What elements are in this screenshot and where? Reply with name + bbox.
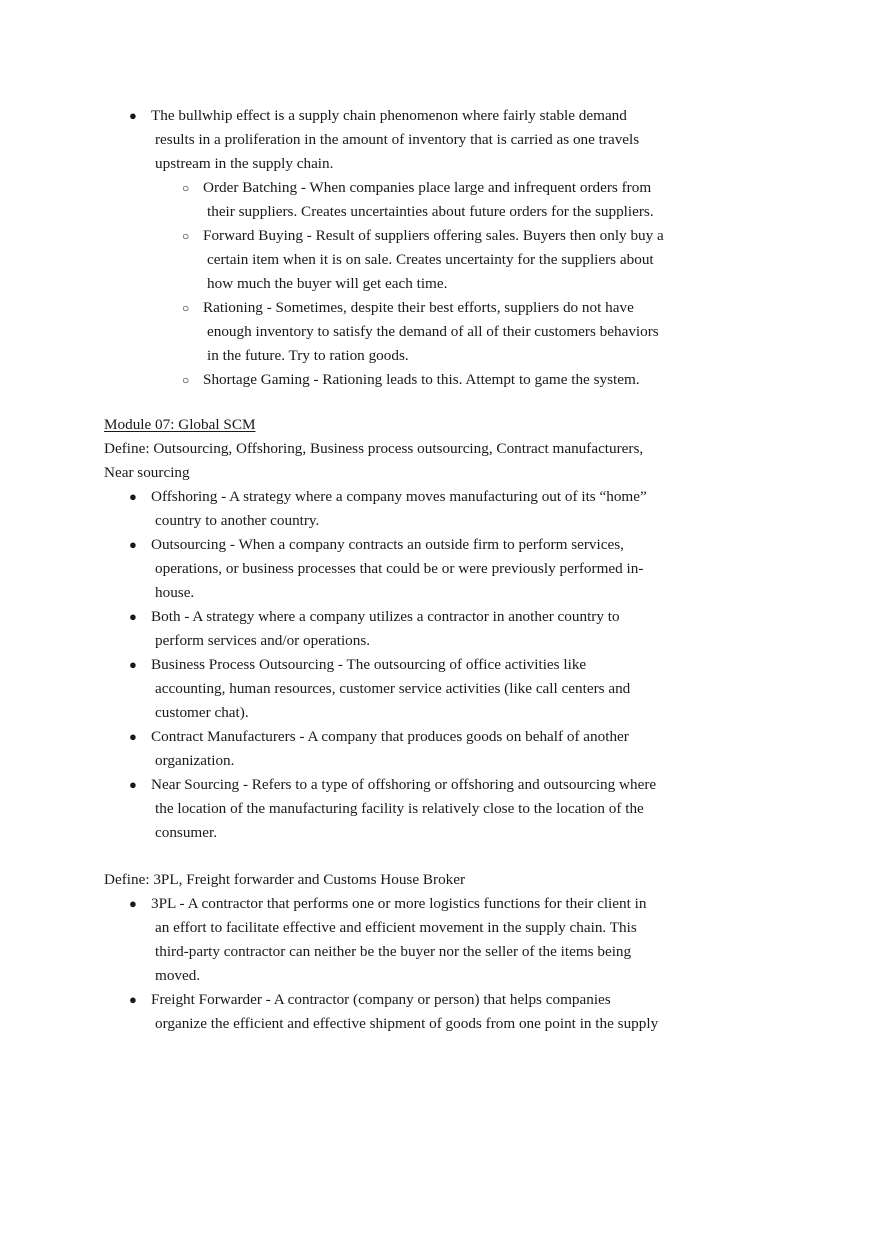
text-line: consumer. — [155, 824, 218, 841]
text-line: Offshoring - A strategy where a company moves manufacturing out of its “home” — [151, 488, 647, 505]
text-line: Near Sourcing - Refers to a type of offshoring or offshoring and outsourcing where — [151, 776, 657, 793]
text-line: Both - A strategy where a company utilizes a contractor in another country to — [151, 608, 620, 625]
bullet-dot: ● — [129, 729, 137, 744]
text-line: enough inventory to satisfy the demand of all of their customers behaviors — [207, 323, 659, 340]
sub-bullet-circle: ○ — [182, 181, 190, 195]
bullet-dot: ● — [129, 657, 137, 672]
text-line: accounting, human resources, customer service activities (like call centers and — [155, 680, 631, 697]
bullet-dot: ● — [129, 489, 137, 504]
define-line: Define: Outsourcing, Offshoring, Business process outsourcing, Contract manufacturers, — [104, 440, 644, 457]
define-line: Define: 3PL, Freight forwarder and Customs House Broker — [104, 871, 466, 888]
sub-bullet-circle: ○ — [182, 373, 190, 387]
text-line: their suppliers. Creates uncertainties about future orders for the suppliers. — [207, 203, 654, 220]
text-line: Contract Manufacturers - A company that produces goods on behalf of another — [151, 728, 629, 745]
text-line: how much the buyer will get each time. — [207, 275, 448, 292]
text-line: Forward Buying - Result of suppliers offering sales. Buyers then only buy a — [203, 227, 664, 244]
text-line: organization. — [155, 752, 235, 769]
module-heading: Module 07: Global SCM — [104, 416, 256, 433]
text-line: Outsourcing - When a company contracts an outside firm to perform services, — [151, 536, 624, 553]
sub-bullet-circle: ○ — [182, 229, 190, 243]
text-line: 3PL - A contractor that performs one or more logistics functions for their client in — [151, 895, 647, 912]
text-line: Freight Forwarder - A contractor (company or person) that helps companies — [151, 991, 611, 1008]
bullet-dot: ● — [129, 896, 137, 911]
bullet-dot: ● — [129, 609, 137, 624]
bullet-dot: ● — [129, 108, 137, 123]
text-line: in the future. Try to ration goods. — [207, 347, 409, 364]
bullet-dot: ● — [129, 777, 137, 792]
text-line: house. — [155, 584, 195, 601]
text-line: perform services and/or operations. — [155, 632, 371, 649]
text-line: certain item when it is on sale. Creates uncertainty for the suppliers about — [207, 251, 654, 268]
text-line: Rationing - Sometimes, despite their best efforts, suppliers do not have — [203, 299, 634, 316]
text-line: the location of the manufacturing facility is relatively close to the location of the — [155, 800, 644, 817]
text-line: Order Batching - When companies place large and infrequent orders from — [203, 179, 652, 196]
text-line: Shortage Gaming - Rationing leads to this. Attempt to game the system. — [203, 371, 640, 388]
text-line: upstream in the supply chain. — [155, 155, 334, 172]
text-line: moved. — [155, 967, 201, 984]
text-line: results in a proliferation in the amount of inventory that is carried as one travels — [155, 131, 640, 148]
sub-bullet-circle: ○ — [182, 301, 190, 315]
text-line: The bullwhip effect is a supply chain phenomenon where fairly stable demand — [151, 107, 627, 124]
bullet-dot: ● — [129, 992, 137, 1007]
text-line: country to another country. — [155, 512, 320, 529]
text-line: an effort to facilitate effective and efficient movement in the supply chain. This — [155, 919, 637, 936]
text-line: organize the efficient and effective shipment of goods from one point in the supply — [155, 1015, 659, 1032]
define-line: Near sourcing — [104, 464, 190, 481]
text-line: Business Process Outsourcing - The outsourcing of office activities like — [151, 656, 587, 673]
text-line: operations, or business processes that could be or were previously performed in- — [155, 560, 644, 577]
bullet-dot: ● — [129, 537, 137, 552]
text-line: customer chat). — [155, 704, 249, 721]
text-line: third-party contractor can neither be the buyer nor the seller of the items being — [155, 943, 632, 960]
